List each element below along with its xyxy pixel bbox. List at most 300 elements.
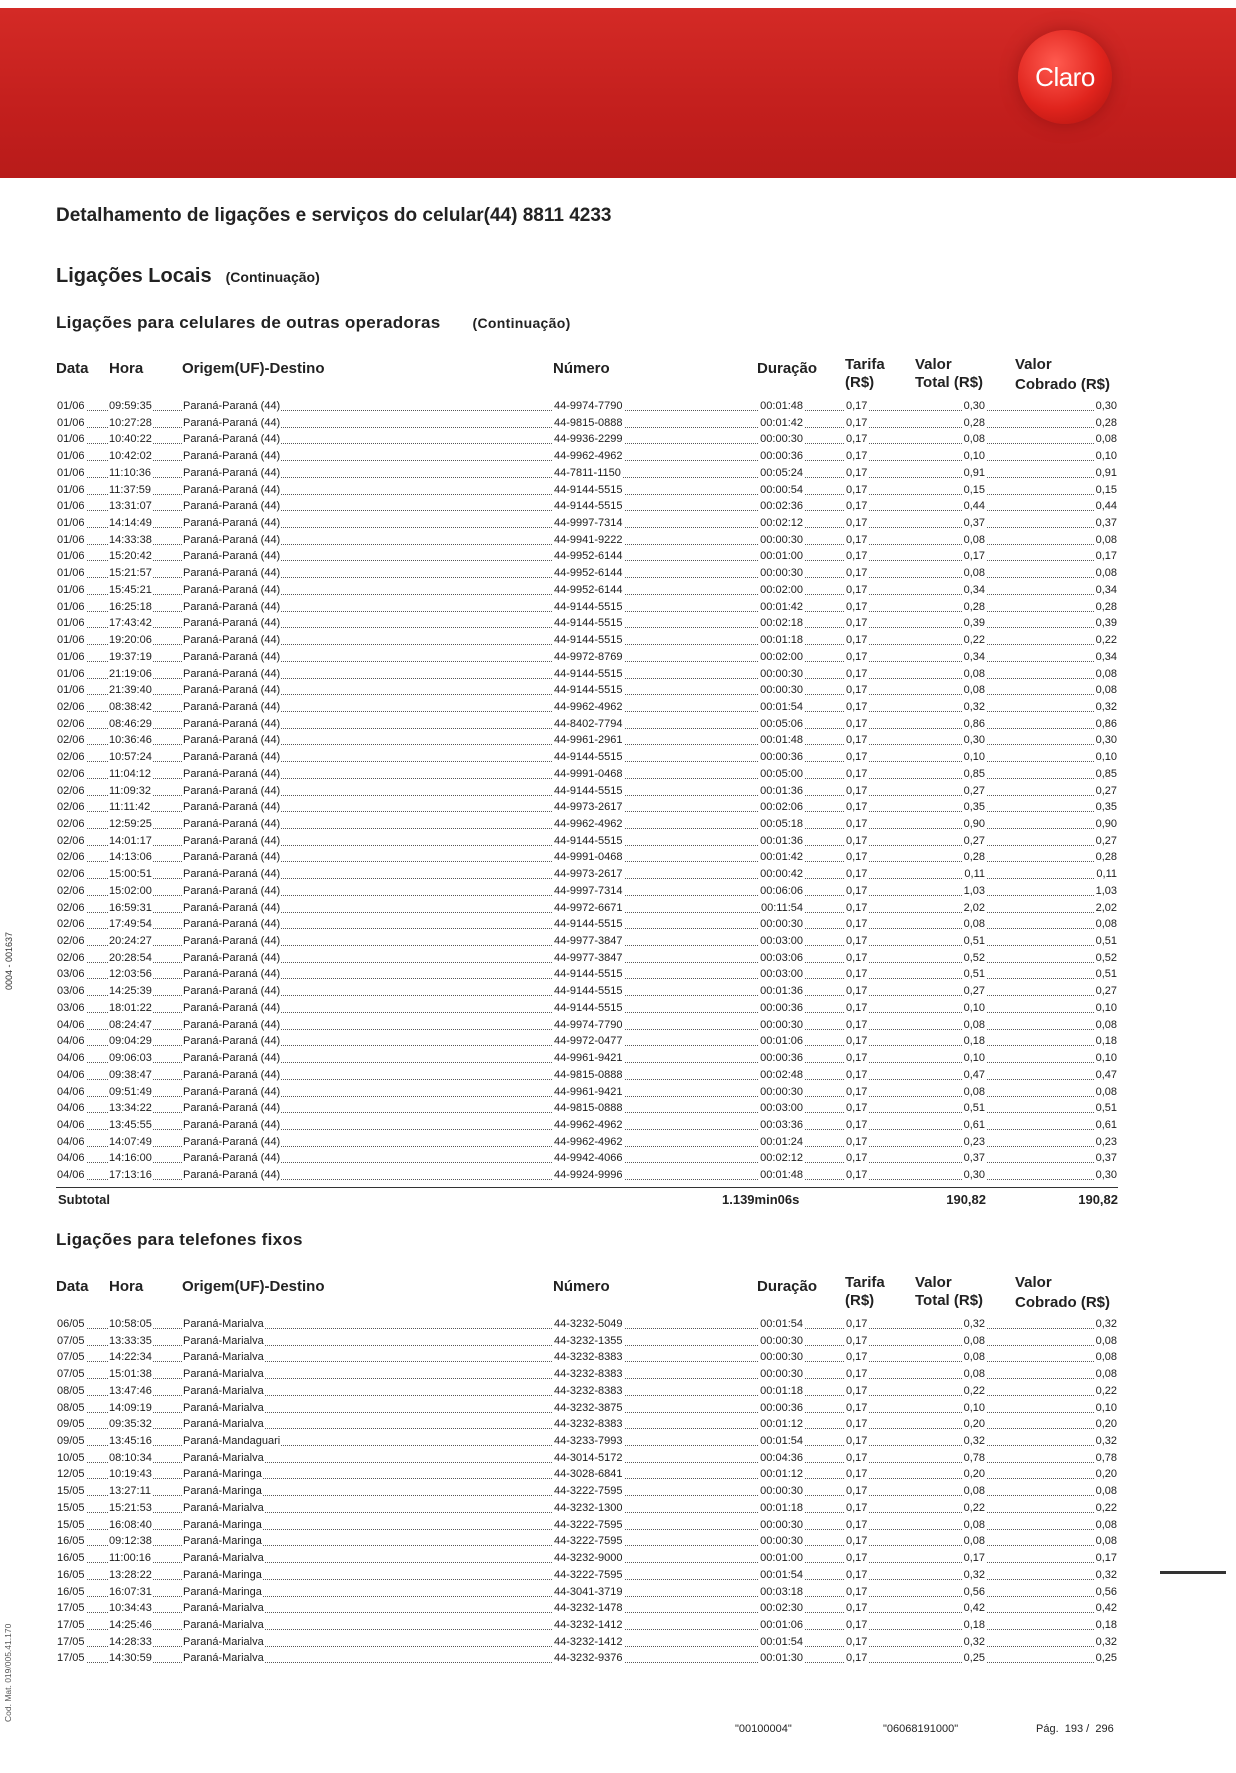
cell-numero: 44-3232-3875 — [554, 1401, 623, 1414]
cell-hora: 09:38:47 — [109, 1068, 152, 1081]
table-row — [56, 1434, 1118, 1451]
cell-data: 04/06 — [57, 1035, 85, 1048]
cell-hora: 18:01:22 — [109, 1001, 152, 1014]
cell-origem: Paraná-Paraná (44) — [183, 784, 281, 797]
table-row — [56, 1085, 1118, 1102]
cell-tarifa: 0,17 — [846, 1401, 868, 1414]
cell-hora: 12:03:56 — [109, 968, 152, 981]
cell-data: 01/06 — [57, 684, 85, 697]
cell-numero: 44-9144-5515 — [554, 834, 623, 847]
cell-duracao: 00:00:30 — [760, 433, 803, 446]
cell-origem: Paraná-Paraná (44) — [183, 433, 281, 446]
cell-valor-total: 0,35 — [963, 801, 985, 814]
cell-duracao: 00:03:00 — [760, 1102, 803, 1115]
cell-tarifa: 0,17 — [846, 617, 868, 630]
cell-valor-total: 0,08 — [963, 1085, 985, 1098]
cell-hora: 10:27:28 — [109, 416, 152, 429]
cell-tarifa: 0,17 — [846, 1052, 868, 1065]
table-row — [56, 1135, 1118, 1152]
cell-origem: Paraná-Maringa — [183, 1585, 262, 1598]
table-row — [56, 700, 1118, 717]
col-header-origem: Origem(UF)-Destino — [182, 1278, 325, 1295]
cell-numero: 44-9977-3847 — [554, 935, 623, 948]
cell-valor-total: 0,10 — [963, 1001, 985, 1014]
cell-data: 01/06 — [57, 617, 85, 630]
cell-duracao: 00:01:12 — [760, 1468, 803, 1481]
cell-numero: 44-7811-1150 — [554, 466, 621, 479]
cell-hora: 19:37:19 — [109, 650, 152, 663]
cell-valor-cobrado: 1,03 — [1095, 884, 1117, 897]
side-label-top: 0004 - 001637 — [4, 931, 14, 990]
cell-numero: 44-9997-7314 — [554, 517, 623, 530]
cell-numero: 44-3232-5049 — [554, 1318, 623, 1330]
cell-valor-cobrado: 0,08 — [1095, 1351, 1117, 1364]
cell-duracao: 00:01:36 — [760, 834, 803, 847]
cell-valor-total: 0,08 — [963, 1351, 985, 1364]
cell-origem: Paraná-Paraná (44) — [183, 751, 281, 764]
cell-data: 04/06 — [57, 1152, 85, 1165]
cell-numero: 44-9952-6144 — [554, 550, 623, 563]
table-row — [56, 1467, 1118, 1484]
cell-origem: Paraná-Maringa — [183, 1568, 262, 1581]
cell-duracao: 00:01:42 — [760, 416, 803, 429]
section-title-text: Ligações Locais — [56, 265, 212, 287]
cell-origem: Paraná-Paraná (44) — [183, 985, 281, 998]
cell-data: 17/05 — [57, 1635, 85, 1648]
cell-numero: 44-9144-5515 — [554, 784, 623, 797]
cell-origem: Paraná-Paraná (44) — [183, 1001, 281, 1014]
cell-numero: 44-3232-8383 — [554, 1384, 623, 1397]
cell-tarifa: 0,17 — [846, 450, 868, 463]
cell-hora: 13:45:55 — [109, 1118, 152, 1131]
cell-valor-cobrado: 0,22 — [1095, 1501, 1117, 1514]
table-row — [56, 1501, 1118, 1518]
cell-valor-cobrado: 0,34 — [1095, 583, 1117, 596]
cell-valor-total: 0,08 — [963, 667, 985, 680]
cell-numero: 44-9144-5515 — [554, 667, 623, 680]
cell-origem: Paraná-Marialva — [183, 1368, 264, 1381]
cell-valor-cobrado: 0,91 — [1095, 466, 1117, 479]
cell-origem: Paraná-Marialva — [183, 1501, 264, 1514]
table-row — [56, 1401, 1118, 1418]
cell-numero: 44-9962-4962 — [554, 1135, 623, 1148]
table-row — [56, 432, 1118, 449]
cell-numero: 44-9924-9996 — [554, 1169, 623, 1182]
cell-valor-cobrado: 0,10 — [1095, 751, 1117, 764]
cell-duracao: 00:00:36 — [760, 1052, 803, 1065]
cell-origem: Paraná-Paraná (44) — [183, 1035, 281, 1048]
cell-tarifa: 0,17 — [846, 801, 868, 814]
cell-data: 01/06 — [57, 650, 85, 663]
cell-origem: Paraná-Maringa — [183, 1468, 262, 1481]
cell-tarifa: 0,17 — [846, 1169, 868, 1182]
cell-valor-cobrado: 0,10 — [1095, 1052, 1117, 1065]
cell-valor-total: 0,08 — [963, 567, 985, 580]
table-row — [56, 1651, 1118, 1668]
cell-valor-cobrado: 0,08 — [1095, 1485, 1117, 1498]
col-header-valor-cobrado-2: Cobrado (R$) — [1015, 376, 1110, 393]
table-row — [56, 1384, 1118, 1401]
cell-valor-cobrado: 0,27 — [1095, 784, 1117, 797]
cell-tarifa: 0,17 — [846, 1135, 868, 1148]
cell-data: 03/06 — [57, 1001, 85, 1014]
cell-valor-cobrado: 0,08 — [1095, 1334, 1117, 1347]
cell-tarifa: 0,17 — [846, 466, 868, 479]
cell-tarifa: 0,17 — [846, 567, 868, 580]
cell-valor-total: 0,28 — [963, 600, 985, 613]
cell-tarifa: 0,17 — [846, 550, 868, 563]
cell-numero: 44-3222-7595 — [554, 1535, 623, 1548]
cell-hora: 09:35:32 — [109, 1418, 152, 1431]
cell-valor-cobrado: 0,08 — [1095, 1535, 1117, 1548]
cell-valor-total: 0,28 — [963, 416, 985, 429]
cell-valor-total: 0,32 — [963, 1318, 985, 1330]
cell-numero: 44-9144-5515 — [554, 600, 623, 613]
cell-data: 01/06 — [57, 583, 85, 596]
cell-origem: Paraná-Paraná (44) — [183, 400, 281, 412]
cell-hora: 09:12:38 — [109, 1535, 152, 1548]
cell-valor-cobrado: 0,08 — [1095, 1518, 1117, 1531]
cell-tarifa: 0,17 — [846, 1418, 868, 1431]
cell-numero: 44-3222-7595 — [554, 1485, 623, 1498]
cell-numero: 44-8402-7794 — [554, 717, 623, 730]
cell-data: 08/05 — [57, 1401, 85, 1414]
cell-data: 09/05 — [57, 1418, 85, 1431]
table-row — [56, 1001, 1118, 1018]
cell-tarifa: 0,17 — [846, 1068, 868, 1081]
cell-origem: Paraná-Paraná (44) — [183, 650, 281, 663]
cell-origem: Paraná-Paraná (44) — [183, 466, 281, 479]
cell-hora: 14:13:06 — [109, 851, 152, 864]
cell-hora: 13:31:07 — [109, 500, 152, 513]
cell-valor-total: 0,10 — [963, 1401, 985, 1414]
table-row — [56, 399, 1118, 416]
cell-data: 04/06 — [57, 1118, 85, 1131]
cell-data: 01/06 — [57, 483, 85, 496]
cell-valor-total: 0,91 — [963, 466, 985, 479]
cell-data: 08/05 — [57, 1384, 85, 1397]
table-row — [56, 1334, 1118, 1351]
cell-valor-total: 0,08 — [963, 1518, 985, 1531]
cell-valor-total: 0,30 — [963, 400, 985, 412]
cell-data: 01/06 — [57, 400, 85, 412]
cell-data: 01/06 — [57, 533, 85, 546]
table-row — [56, 1350, 1118, 1367]
cell-duracao: 00:02:18 — [760, 617, 803, 630]
cell-data: 02/06 — [57, 767, 85, 780]
cell-hora: 09:59:35 — [109, 400, 152, 412]
cell-numero: 44-3041-3719 — [554, 1585, 623, 1598]
cell-hora: 15:21:53 — [109, 1501, 152, 1514]
cell-hora: 11:37:59 — [109, 483, 152, 496]
cell-numero: 44-9144-5515 — [554, 968, 623, 981]
cell-origem: Paraná-Paraná (44) — [183, 968, 281, 981]
table-row — [56, 600, 1118, 617]
cell-valor-cobrado: 0,08 — [1095, 1368, 1117, 1381]
cell-origem: Paraná-Paraná (44) — [183, 500, 281, 513]
cell-data: 02/06 — [57, 834, 85, 847]
cell-hora: 15:02:00 — [109, 884, 152, 897]
cell-valor-total: 0,61 — [963, 1118, 985, 1131]
table-row — [56, 984, 1118, 1001]
cell-duracao: 00:00:36 — [760, 751, 803, 764]
cell-valor-total: 0,32 — [963, 1435, 985, 1448]
cell-hora: 14:01:17 — [109, 834, 152, 847]
cell-duracao: 00:02:00 — [760, 650, 803, 663]
cell-tarifa: 0,17 — [846, 1152, 868, 1165]
cell-origem: Paraná-Paraná (44) — [183, 868, 281, 881]
cell-valor-total: 0,85 — [963, 767, 985, 780]
cell-hora: 15:21:57 — [109, 567, 152, 580]
cell-valor-total: 0,15 — [963, 483, 985, 496]
cell-tarifa: 0,17 — [846, 968, 868, 981]
cell-valor-cobrado: 0,32 — [1095, 700, 1117, 713]
cell-numero: 44-9991-0468 — [554, 851, 623, 864]
col-header-origem: Origem(UF)-Destino — [182, 360, 325, 377]
cell-valor-cobrado: 0,90 — [1095, 818, 1117, 830]
cell-duracao: 00:02:36 — [760, 500, 803, 513]
cell-data: 01/06 — [57, 600, 85, 613]
cell-tarifa: 0,17 — [846, 868, 868, 881]
footer-page-total: 296 — [1095, 1723, 1114, 1735]
col-header-valor-cobrado-1: Valor — [1015, 356, 1052, 373]
table-row — [56, 850, 1118, 867]
cell-tarifa: 0,17 — [846, 517, 868, 530]
cell-origem: Paraná-Paraná (44) — [183, 550, 281, 563]
cell-duracao: 00:00:30 — [760, 1485, 803, 1498]
cell-hora: 13:45:16 — [109, 1435, 152, 1448]
cell-valor-total: 0,27 — [963, 834, 985, 847]
col-header-tarifa-unit: (R$) — [845, 1292, 875, 1309]
cell-origem: Paraná-Paraná (44) — [183, 918, 281, 931]
cell-data: 04/06 — [57, 1169, 85, 1182]
claro-logo — [1018, 30, 1112, 124]
cell-tarifa: 0,17 — [846, 751, 868, 764]
cell-duracao: 00:01:18 — [760, 1384, 803, 1397]
cell-duracao: 00:03:06 — [760, 951, 803, 964]
cell-numero: 44-3232-8383 — [554, 1351, 623, 1364]
cell-valor-total: 0,37 — [963, 1152, 985, 1165]
cell-valor-total: 0,20 — [963, 1468, 985, 1481]
cell-duracao: 00:03:36 — [760, 1118, 803, 1131]
cell-hora: 20:28:54 — [109, 951, 152, 964]
cell-valor-total: 0,08 — [963, 1368, 985, 1381]
cell-origem: Paraná-Marialva — [183, 1318, 264, 1330]
cell-data: 07/05 — [57, 1368, 85, 1381]
cell-hora: 10:58:05 — [109, 1318, 152, 1330]
cell-valor-cobrado: 0,18 — [1095, 1618, 1117, 1631]
cell-tarifa: 0,17 — [846, 1602, 868, 1615]
table-row — [56, 516, 1118, 533]
cell-duracao: 00:01:24 — [760, 1135, 803, 1148]
table-row — [56, 1367, 1118, 1384]
cell-origem: Paraná-Paraná (44) — [183, 684, 281, 697]
cell-origem: Paraná-Marialva — [183, 1552, 264, 1565]
footer-page — [1036, 1723, 1114, 1735]
cell-numero: 44-3222-7595 — [554, 1568, 623, 1581]
footer-page-label: Pág. — [1036, 1723, 1059, 1735]
cell-duracao: 00:01:48 — [760, 1169, 803, 1182]
cell-data: 01/06 — [57, 634, 85, 647]
table-row — [56, 867, 1118, 884]
cell-data: 01/06 — [57, 567, 85, 580]
cell-hora: 13:47:46 — [109, 1384, 152, 1397]
cell-origem: Paraná-Paraná (44) — [183, 901, 281, 914]
cell-valor-cobrado: 0,22 — [1095, 634, 1117, 647]
cell-numero: 44-9144-5515 — [554, 483, 623, 496]
cell-duracao: 00:00:42 — [760, 868, 803, 881]
cell-origem: Paraná-Paraná (44) — [183, 884, 281, 897]
cell-duracao: 00:00:30 — [760, 1368, 803, 1381]
cell-hora: 14:30:59 — [109, 1652, 152, 1665]
cell-origem: Paraná-Paraná (44) — [183, 951, 281, 964]
col-header-tarifa-unit: (R$) — [845, 374, 875, 391]
cell-valor-cobrado: 0,37 — [1095, 517, 1117, 530]
cell-origem: Paraná-Paraná (44) — [183, 834, 281, 847]
cell-duracao: 00:01:18 — [760, 634, 803, 647]
cell-numero: 44-3232-9376 — [554, 1652, 623, 1665]
cell-numero: 44-9973-2617 — [554, 868, 623, 881]
col-header-duracao: Duração — [757, 1278, 818, 1295]
table-row — [56, 416, 1118, 433]
cell-origem: Paraná-Paraná (44) — [183, 767, 281, 780]
cell-tarifa: 0,17 — [846, 1485, 868, 1498]
cell-data: 04/06 — [57, 1052, 85, 1065]
cell-duracao: 00:01:54 — [760, 1568, 803, 1581]
cell-duracao: 00:02:12 — [760, 1152, 803, 1165]
cell-tarifa: 0,17 — [846, 684, 868, 697]
cell-numero: 44-9952-6144 — [554, 567, 623, 580]
cell-valor-cobrado: 0,28 — [1095, 851, 1117, 864]
table-row — [56, 1568, 1118, 1585]
col-header-numero: Número — [553, 360, 610, 377]
cell-data: 15/05 — [57, 1518, 85, 1531]
cell-duracao: 00:01:54 — [760, 1635, 803, 1648]
cell-numero: 44-9961-9421 — [554, 1052, 623, 1065]
cell-tarifa: 0,17 — [846, 951, 868, 964]
cell-hora: 16:08:40 — [109, 1518, 152, 1531]
col-header-hora: Hora — [109, 360, 144, 377]
cell-duracao: 00:00:30 — [760, 667, 803, 680]
cell-numero: 44-9962-4962 — [554, 700, 623, 713]
cell-origem: Paraná-Paraná (44) — [183, 617, 281, 630]
cell-valor-total: 0,25 — [963, 1652, 985, 1665]
cell-valor-total: 0,17 — [963, 550, 985, 563]
cell-numero: 44-9144-5515 — [554, 918, 623, 931]
cell-valor-total: 0,51 — [963, 968, 985, 981]
cell-data: 02/06 — [57, 784, 85, 797]
cell-numero: 44-3232-1412 — [554, 1618, 623, 1631]
table-row — [56, 1068, 1118, 1085]
table-row — [56, 767, 1118, 784]
cell-data: 02/06 — [57, 751, 85, 764]
table-row — [56, 650, 1118, 667]
cell-origem: Paraná-Paraná (44) — [183, 1068, 281, 1081]
table-row — [56, 834, 1118, 851]
cell-valor-total: 0,08 — [963, 1485, 985, 1498]
cell-origem: Paraná-Maringa — [183, 1485, 262, 1498]
cell-valor-cobrado: 0,32 — [1095, 1318, 1117, 1330]
cell-data: 02/06 — [57, 700, 85, 713]
cell-valor-cobrado: 0,17 — [1095, 550, 1117, 563]
cell-hora: 13:33:35 — [109, 1334, 152, 1347]
cell-duracao: 00:02:48 — [760, 1068, 803, 1081]
cell-valor-total: 0,27 — [963, 784, 985, 797]
cell-duracao: 00:00:36 — [760, 1401, 803, 1414]
cell-valor-cobrado: 0,08 — [1095, 533, 1117, 546]
cell-origem: Paraná-Paraná (44) — [183, 818, 281, 830]
col-header-data: Data — [56, 1278, 89, 1295]
cell-valor-total: 0,90 — [963, 818, 985, 830]
cell-data: 04/06 — [57, 1102, 85, 1115]
cell-tarifa: 0,17 — [846, 1018, 868, 1031]
cell-hora: 16:59:31 — [109, 901, 152, 914]
table-row — [56, 800, 1118, 817]
cell-data: 01/06 — [57, 433, 85, 446]
table-row — [56, 1518, 1118, 1535]
col-header-numero: Número — [553, 1278, 610, 1295]
cell-data: 02/06 — [57, 901, 85, 914]
cell-origem: Paraná-Marialva — [183, 1451, 264, 1464]
table-row — [56, 1118, 1118, 1135]
cell-hora: 11:00:16 — [109, 1552, 152, 1565]
cell-data: 12/05 — [57, 1468, 85, 1481]
cell-valor-cobrado: 0,47 — [1095, 1068, 1117, 1081]
cell-hora: 08:24:47 — [109, 1018, 152, 1031]
table-row — [56, 1534, 1118, 1551]
cell-valor-total: 0,32 — [963, 700, 985, 713]
cell-numero: 44-9815-0888 — [554, 416, 623, 429]
cell-hora: 10:57:24 — [109, 751, 152, 764]
subtotal-duracao: 1.139min06s — [722, 1192, 800, 1207]
cell-valor-total: 0,30 — [963, 1169, 985, 1182]
cell-numero: 44-9973-2617 — [554, 801, 623, 814]
cell-numero: 44-9144-5515 — [554, 985, 623, 998]
cell-tarifa: 0,17 — [846, 734, 868, 747]
cell-numero: 44-9972-6671 — [554, 901, 623, 914]
cell-numero: 44-3232-8383 — [554, 1368, 623, 1381]
cell-hora: 14:25:39 — [109, 985, 152, 998]
cell-tarifa: 0,17 — [846, 985, 868, 998]
cell-valor-total: 0,08 — [963, 533, 985, 546]
cell-duracao: 00:01:54 — [760, 1318, 803, 1330]
cell-tarifa: 0,17 — [846, 1001, 868, 1014]
cell-valor-cobrado: 0,18 — [1095, 1035, 1117, 1048]
cell-duracao: 00:01:00 — [760, 1552, 803, 1565]
cell-hora: 20:24:27 — [109, 935, 152, 948]
cell-numero: 44-9144-5515 — [554, 751, 623, 764]
table-row — [56, 1585, 1118, 1602]
table-row — [56, 466, 1118, 483]
cell-origem: Paraná-Marialva — [183, 1334, 264, 1347]
table-row — [56, 499, 1118, 516]
cell-tarifa: 0,17 — [846, 483, 868, 496]
cell-duracao: 00:05:06 — [760, 717, 803, 730]
cell-origem: Paraná-Marialva — [183, 1652, 264, 1665]
cell-duracao: 00:03:18 — [760, 1585, 803, 1598]
cell-data: 01/06 — [57, 500, 85, 513]
side-label-bottom: Cod. Mat. 019/005.41.170 — [3, 1623, 13, 1722]
cell-numero: 44-9961-9421 — [554, 1085, 623, 1098]
cell-hora: 10:19:43 — [109, 1468, 152, 1481]
cell-valor-total: 0,56 — [963, 1585, 985, 1598]
celulares-title-text: Ligações para celulares de outras operadoras — [56, 313, 441, 332]
subtotal-valor-cobrado: 190,82 — [1078, 1192, 1118, 1207]
cell-numero: 44-3232-8383 — [554, 1418, 623, 1431]
cell-tarifa: 0,17 — [846, 1652, 868, 1665]
table-row — [56, 583, 1118, 600]
cell-valor-cobrado: 0,25 — [1095, 1652, 1117, 1665]
